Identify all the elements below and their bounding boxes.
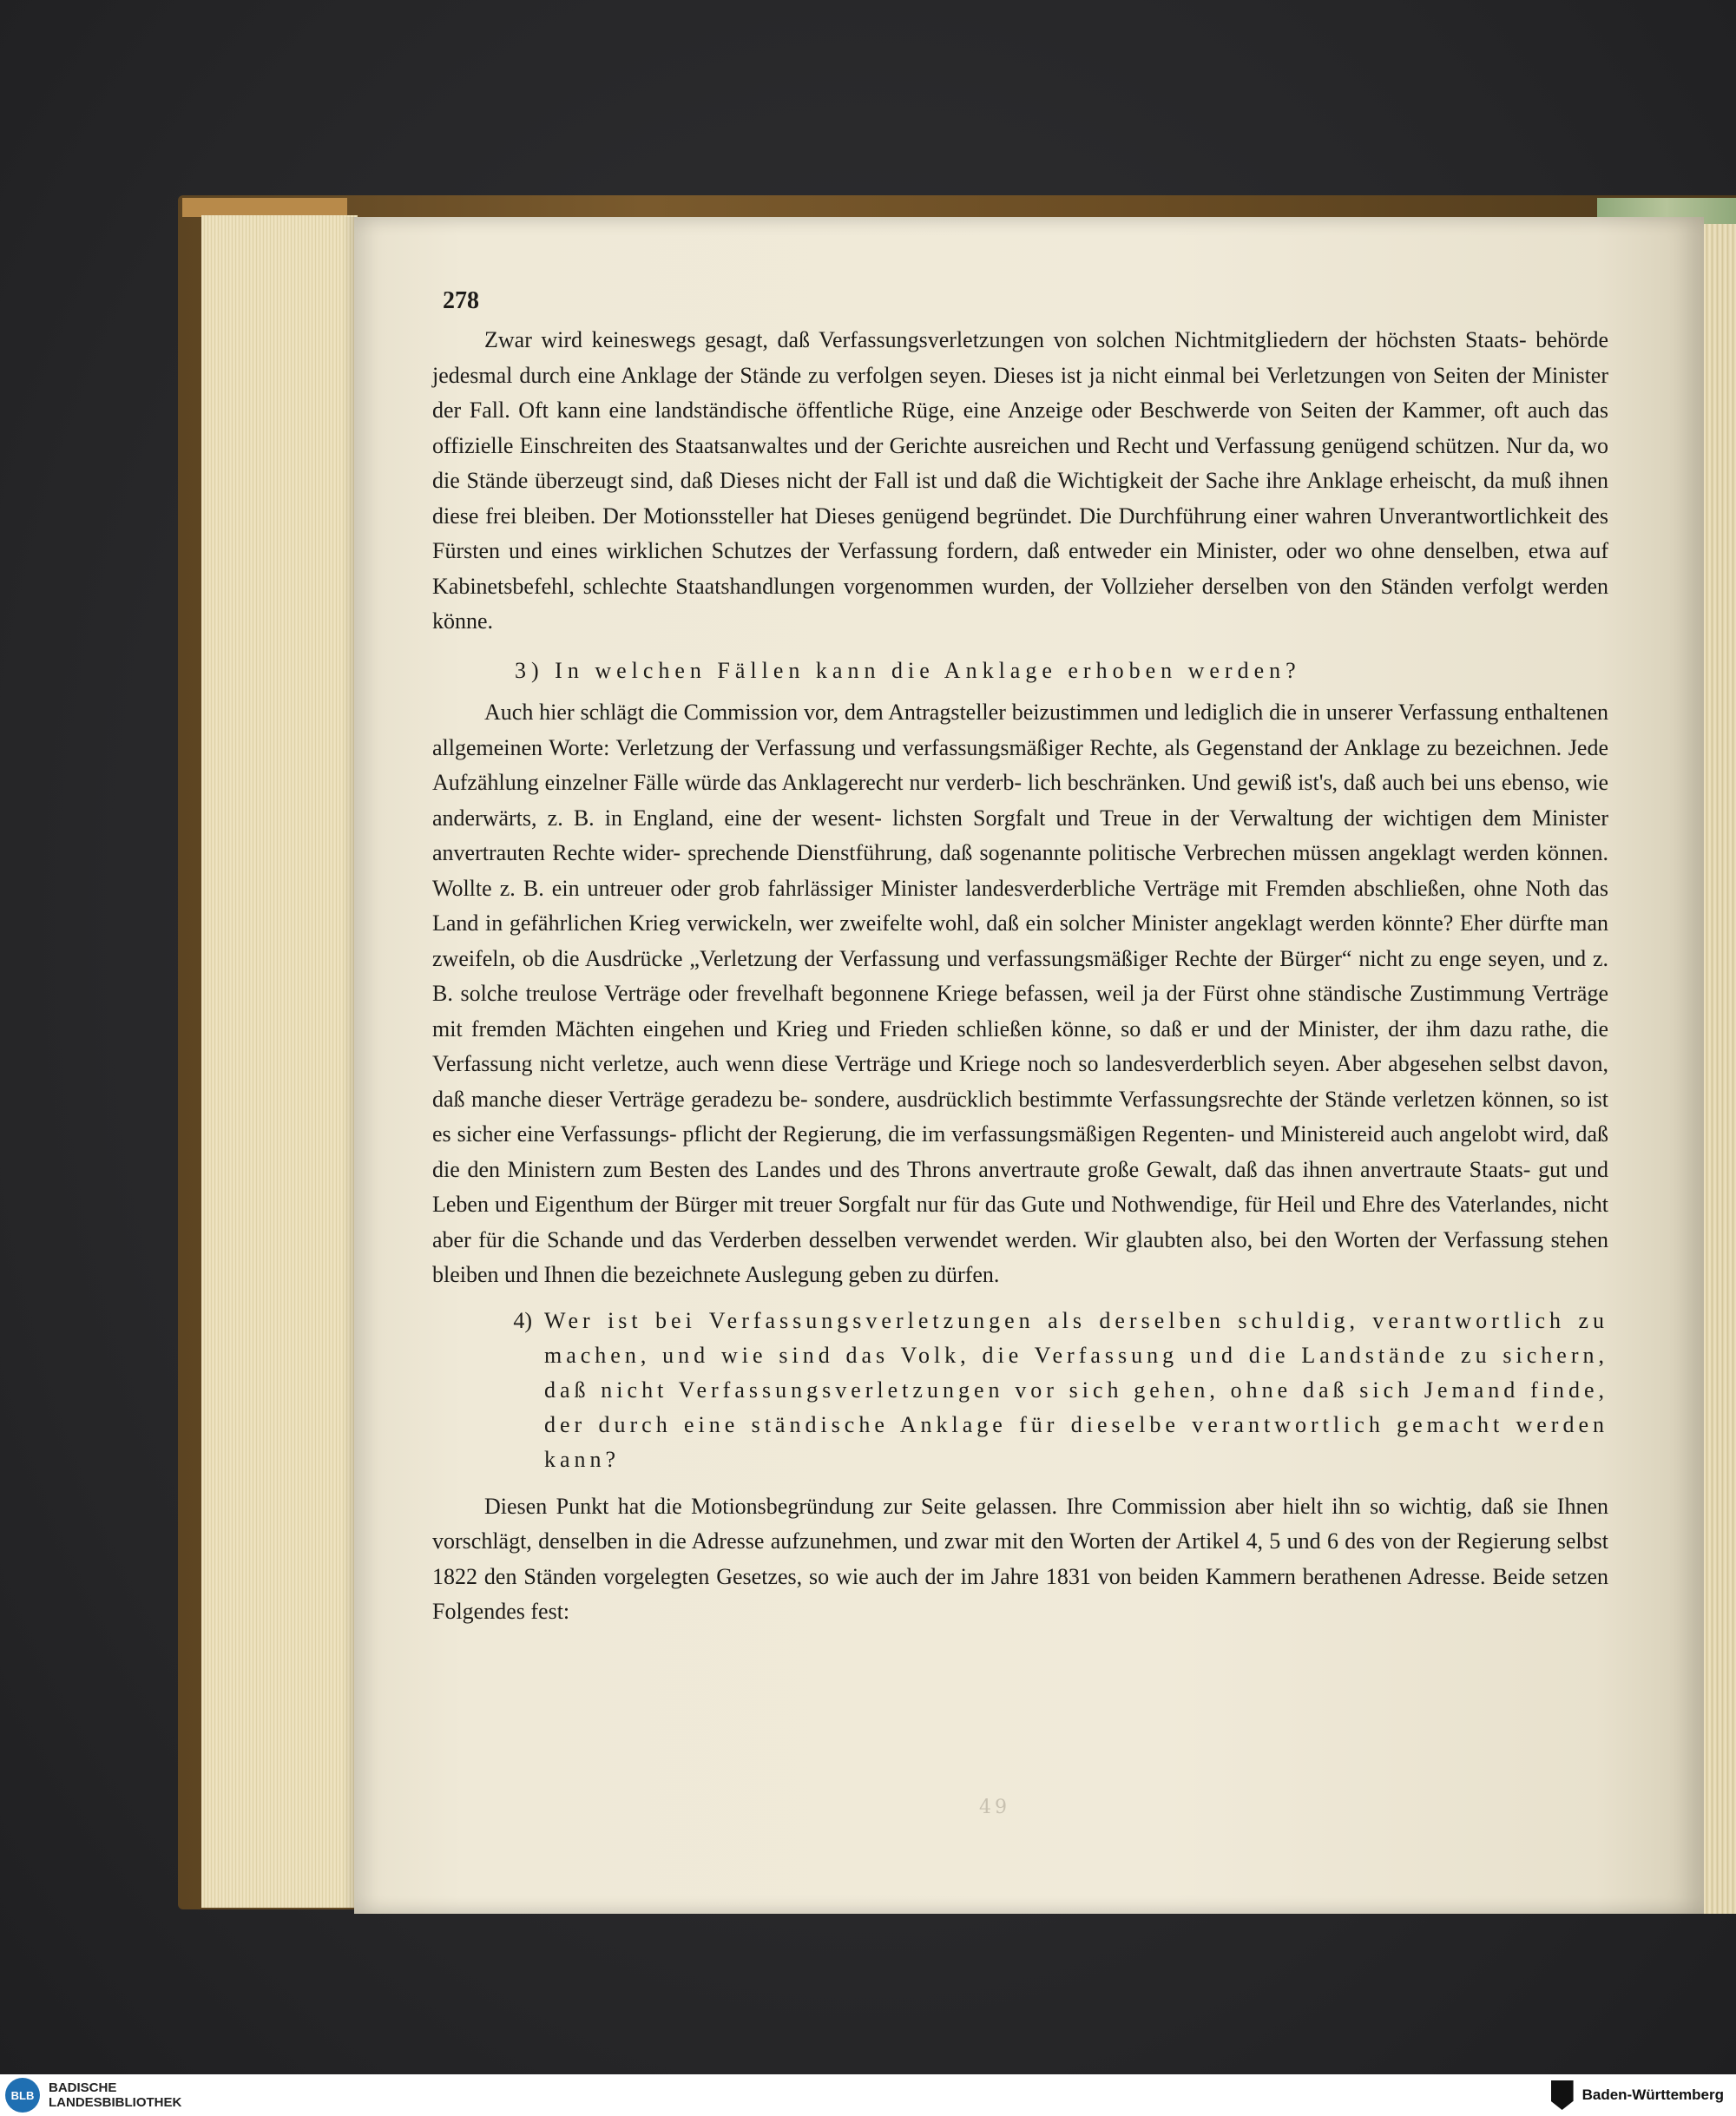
page-block-left [201, 215, 358, 1908]
blb-logo[interactable] [0, 2078, 181, 2113]
paragraph-2: Auch hier schlägt die Commission vor, dem Antragsteller beizustimmen und lediglich die in unserer Verfassung enthaltenen allgemeinen Worte: Verletzung der Verfassung und verfassungsmäßiger Rechte, als Gegenstand der Anklage zu bezeichnen. Jede Aufzählung einzelner Fälle würde das Anklagerecht nur verderb- lich beschränken. Und gewiß ist's, daß auch bei uns ebenso, wie anderwärts, z. B. in England, eine der wesent- lichsten Sorgfalt und Treue in der Verwaltung der wichtigen dem Minister anvertrauten Rechte wider- sprechende Dienstführung, daß sogenannte politische Verbrechen müssen angeklagt werden können. Wollte z. B. ein untreuer oder grob fahrlässiger Minister landesverderbliche Verträge mit Fremden abschließen, ohne Noth das Land in gefährlichen Krieg verwickeln, wer zweifelte wohl, daß ein solcher Minister angeklagt werden könnte? Eher dürfte man zweifeln, ob die Ausdrücke „Verletzung der Verfassung und verfassungsmäßiger Rechte der Bürger“ nicht zu enge seyen, und z. B. solche treulose Verträge oder frevelhaft begonnene Kriege befassen, weil ja der Fürst ohne ständische Zustimmung Verträge mit fremden Mächten eingehen und Krieg und Frieden schließen könne, so daß er und der Minister, der ihm dazu rathe, die Verfassung nicht verletze, auch wenn diese Verträge und Kriege noch so landesverderblich seyen. Aber abgesehen selbst davon, daß manche dieser Verträge geradezu be- sondere, ausdrücklich bestimmte Verfassungsrechte der Stände verletzen können, so ist es sicher eine Verfassungs- pflicht der Regierung, die im verfassungsmäßigen Regenten- und Ministereid auch angelobt wird, daß die den Ministern zum Besten des Landes und des Throns anvertraute große Gewalt, daß das ihnen anvertraute Staats- gut und Leben und Eigenthum der Bürger mit treuer Sorgfalt nur für das Gute und Nothwendige, für Heil und Ehre des Vaterlandes, nicht aber für die Schande und das Verderben desselben verwendet werden. Wir glaubten also, bei den Worten der Verfassung stehen bleiben und Ihnen die bezeichnete Auslegung geben zu dürfen. [432, 700, 1608, 1287]
state-name: Baden-Württemberg [1581, 2086, 1724, 2103]
section-heading-3: 3) In welchen Fällen kann die Anklage erhoben werden? [515, 657, 1301, 683]
library-name-line1: BADISCHE [49, 2080, 117, 2095]
coat-of-arms-icon [1551, 2080, 1574, 2110]
paragraph-1: Zwar wird keineswegs gesagt, daß Verfassungsverletzungen von solchen Nichtmitgliedern der höchsten Staats- behörde jedesmal durch eine Anklage der Stände zu verfolgen seyen. Dieses ist ja nicht einmal bei Verletzungen von Seiten der Minister der Fall. Oft kann eine landständische öffentliche Rüge, eine Anzeige oder Beschwerde von Seiten der Kammer, oft auch das offizielle Einschreiten des Staatsanwaltes und der Gerichte ausreichen und Recht und Verfassung genügend schützen. Nur da, wo die Stände überzeugt sind, daß Dieses nicht der Fall ist und daß die Wichtigkeit der Sache ihre Anklage erheischt, da muß ihnen diese frei bleiben. Der Motionssteller hat Dieses genügend begründet. Die Durchführung einer wahren Unverantwortlichkeit des Fürsten und eines wirklichen Schutzes der Verfassung fordern, daß entweder ein Minister, oder wo ohne denselben, etwa auf Kabinetsbefehl, schlechte Staatshandlungen vorgenommen wurden, der Vollzieher derselben von den Ständen verfolgt werden könne. [432, 327, 1608, 634]
paragraph-3: Diesen Punkt hat die Motionsbegründung zur Seite gelassen. Ihre Commission aber hielt ihn so wichtig, daß sie Ihnen vorschlägt, denselben in die Adresse aufzunehmen, und zwar mit den Worten der Artikel 4, 5 und 6 des von der Regierung selbst 1822 den Ständen vorgelegten Gesetzes, so wie auch der im Jahre 1831 von beiden Kammern berathenen Adresse. Beide setzen Folgendes fest: [432, 1493, 1608, 1624]
item-text: Wer ist bei Verfassungsverletzungen als derselben schuldig, verantwortlich zu machen, und wie sind das Volk, die Verfassung und die Landstände zu sichern, daß nicht Verfassungsverletzungen vor sich gehen, ohne daß sich Jemand finde, der durch eine ständische Anklage für dieselbe verantwortlich gemacht werden kann? [544, 1307, 1608, 1472]
library-name [49, 2080, 181, 2110]
book-page [354, 217, 1704, 1914]
blb-logo-icon: BLB [5, 2078, 40, 2113]
cover-edge [182, 198, 347, 217]
numbered-item-4 [432, 1304, 1608, 1477]
page-content [432, 286, 1608, 1630]
footer-bar [0, 2074, 1736, 2116]
library-name-line2: LANDESBIBLIOTHEK [49, 2095, 182, 2110]
bw-logo[interactable] [1551, 2080, 1736, 2110]
page-number: 278 [443, 287, 479, 314]
item-number: 4) [513, 1307, 532, 1333]
bleed-through-mark: 49 [979, 1797, 1010, 1818]
